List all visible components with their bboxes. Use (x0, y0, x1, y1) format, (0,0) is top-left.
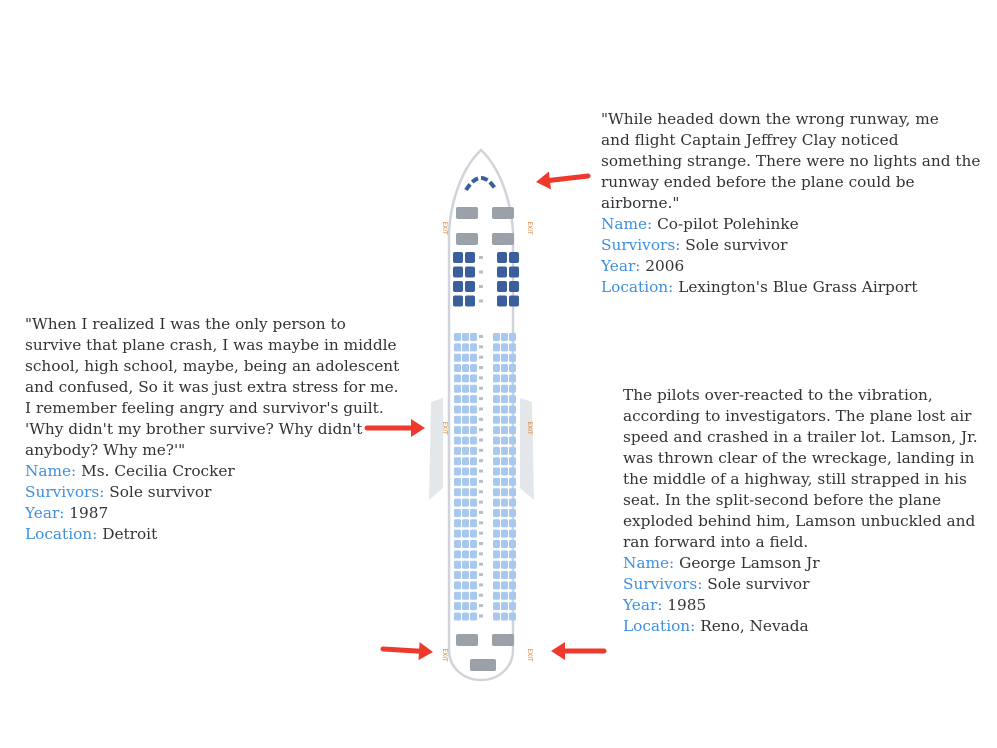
first-class-seat (453, 296, 463, 307)
year-row (623, 595, 978, 616)
economy-seat (470, 364, 477, 372)
economy-seat (462, 333, 469, 341)
economy-seat (501, 581, 508, 589)
survivors-label: Survivors: (623, 575, 703, 593)
economy-seat (462, 457, 469, 465)
year-row (25, 503, 399, 524)
economy-seat (454, 612, 461, 620)
economy-seat (493, 581, 500, 589)
economy-seat (509, 405, 516, 413)
row-number-mark (479, 335, 483, 338)
economy-seat (493, 405, 500, 413)
economy-seat (454, 395, 461, 403)
location-value: Reno, Nevada (700, 617, 809, 635)
row-number-mark (479, 285, 483, 288)
economy-seat (509, 612, 516, 620)
exit-label: EXIT (441, 221, 448, 235)
economy-seat (462, 374, 469, 382)
economy-seat (509, 468, 516, 476)
economy-seat (470, 437, 477, 445)
row-number-mark (479, 470, 483, 473)
row-number-mark (479, 376, 483, 379)
economy-seat (454, 447, 461, 455)
exit-label: EXIT (526, 648, 533, 662)
economy-seat (454, 519, 461, 527)
economy-seat (509, 437, 516, 445)
account-top-right (601, 109, 980, 298)
economy-seat (470, 374, 477, 382)
economy-seat (501, 354, 508, 362)
economy-seat (509, 509, 516, 517)
row-number-mark (479, 439, 483, 442)
row-number-mark (479, 387, 483, 390)
galley-block (492, 207, 514, 219)
survivors-value: Sole survivor (707, 575, 810, 593)
economy-seat (493, 550, 500, 558)
economy-seat (462, 447, 469, 455)
economy-seat (470, 343, 477, 351)
economy-seat (493, 499, 500, 507)
economy-seat (493, 374, 500, 382)
economy-seat (462, 385, 469, 393)
economy-seat (470, 447, 477, 455)
economy-seat (470, 540, 477, 548)
economy-seat (462, 478, 469, 486)
row-number-mark (479, 428, 483, 431)
first-class-seat (453, 267, 463, 278)
economy-seat (493, 333, 500, 341)
economy-seat (509, 550, 516, 558)
economy-seat (509, 602, 516, 610)
economy-seat (501, 571, 508, 579)
economy-seat (493, 354, 500, 362)
year-label: Year: (601, 257, 641, 275)
economy-seat (454, 571, 461, 579)
economy-seat (462, 550, 469, 558)
fuselage-outline (449, 150, 513, 680)
economy-seat (501, 519, 508, 527)
economy-seat (501, 540, 508, 548)
economy-seat (454, 437, 461, 445)
economy-seat (509, 364, 516, 372)
economy-seat (454, 354, 461, 362)
economy-seat (462, 488, 469, 496)
name-label: Name: (601, 215, 653, 233)
economy-seat (454, 374, 461, 382)
first-class-seat (453, 252, 463, 263)
economy-seat (493, 385, 500, 393)
galley-block (470, 659, 496, 671)
first-class-seat (509, 252, 519, 263)
economy-seat (493, 364, 500, 372)
economy-seat (462, 602, 469, 610)
row-number-mark (479, 614, 483, 617)
name-row (601, 214, 980, 235)
fuselage (449, 150, 513, 680)
name-value: Co-pilot Polehinke (657, 215, 799, 233)
economy-seat (493, 592, 500, 600)
economy-seat (501, 530, 508, 538)
economy-seat (454, 602, 461, 610)
row-number-mark (479, 459, 483, 462)
row-number-mark (479, 604, 483, 607)
location-value: Lexington's Blue Grass Airport (678, 278, 918, 296)
economy-seat (470, 571, 477, 579)
economy-seat (470, 426, 477, 434)
economy-seat (501, 612, 508, 620)
economy-seat (493, 612, 500, 620)
economy-seat (454, 457, 461, 465)
economy-seat (509, 354, 516, 362)
economy-seat (454, 385, 461, 393)
location-row (623, 616, 978, 637)
economy-seat (454, 592, 461, 600)
economy-seat (509, 488, 516, 496)
first-class-seat (497, 252, 507, 263)
economy-seat (454, 561, 461, 569)
first-class-seat (497, 267, 507, 278)
row-number-mark (479, 490, 483, 493)
row-number-mark (479, 418, 483, 421)
economy-seat (493, 488, 500, 496)
economy-seat (509, 457, 516, 465)
economy-seat (470, 602, 477, 610)
arrow-shaft (383, 649, 419, 651)
economy-seat (501, 333, 508, 341)
economy-seat (493, 478, 500, 486)
galley-block (456, 634, 478, 646)
economy-seat (501, 426, 508, 434)
economy-seat (462, 364, 469, 372)
economy-seat (493, 395, 500, 403)
row-number-mark (479, 552, 483, 555)
economy-seat (470, 581, 477, 589)
economy-seat (509, 426, 516, 434)
economy-seat (470, 354, 477, 362)
exit-label: EXIT (441, 648, 448, 662)
row-number-mark (479, 397, 483, 400)
account-left (25, 314, 399, 545)
economy-seat (454, 499, 461, 507)
first-class-seat (509, 296, 519, 307)
economy-seat (462, 343, 469, 351)
economy-seat (493, 457, 500, 465)
account-quote: The pilots over-reacted to the vibration, according to investigators. The plane lost air speed and crashed in a trailer lot. Lamson, Jr. was thrown clear of the wreckage, landing in the middle of a highway, still strapped in his seat. In the split-second before the plane exploded behind him, Lamson unbuckled and ran forward into a field. (623, 386, 978, 551)
account-bottom-right (623, 385, 978, 637)
economy-seat (493, 571, 500, 579)
economy-seat (509, 333, 516, 341)
survivors-label: Survivors: (25, 483, 105, 501)
economy-seat (462, 571, 469, 579)
economy-seat (470, 499, 477, 507)
row-number-mark (479, 542, 483, 545)
arrow-head (411, 419, 425, 437)
row-number-mark (479, 366, 483, 369)
economy-seat (454, 509, 461, 517)
economy-seat (501, 405, 508, 413)
economy-seat (470, 416, 477, 424)
row-number-mark (479, 345, 483, 348)
survivors-value: Sole survivor (685, 236, 788, 254)
economy-seat (493, 519, 500, 527)
economy-seat (501, 364, 508, 372)
year-value: 1987 (69, 504, 109, 522)
economy-seat (493, 540, 500, 548)
galley-block (492, 634, 514, 646)
economy-seat (493, 530, 500, 538)
account-quote: "While headed down the wrong runway, me and flight Captain Jeffrey Clay noticed something strange. There were no lights and the runway ended before the plane could be airborne." (601, 110, 981, 212)
row-number-mark (479, 480, 483, 483)
exit-label: EXIT (526, 421, 533, 435)
location-label: Location: (25, 525, 98, 543)
first-class-seat (465, 281, 475, 292)
arrow-head (418, 642, 433, 660)
economy-seat (509, 571, 516, 579)
galley-block (456, 233, 478, 245)
first-class-seat (465, 296, 475, 307)
economy-seat (462, 581, 469, 589)
left-wing (429, 398, 443, 500)
row-number-mark (479, 300, 483, 303)
economy-seat (501, 395, 508, 403)
galley-block (456, 207, 478, 219)
arrow-shaft (550, 176, 588, 180)
first-class-seat (465, 252, 475, 263)
economy-seat (501, 447, 508, 455)
row-number-mark (479, 256, 483, 259)
row-number-mark (479, 356, 483, 359)
account-quote: "When I realized I was the only person to survive that plane crash, I was maybe in middle school, high school, maybe, being an adolescent and confused, So it was just extra stress for me. I remember feeling angry and survivor's guilt. 'Why didn't my brother survive? Why didn't anybody? Why me?'" (25, 315, 400, 459)
year-label: Year: (25, 504, 65, 522)
economy-seat (462, 354, 469, 362)
economy-seat (509, 581, 516, 589)
first-class-seat (497, 281, 507, 292)
economy-seat (470, 550, 477, 558)
row-number-mark (479, 573, 483, 576)
economy-seat (493, 437, 500, 445)
economy-seat (470, 385, 477, 393)
survivors-value: Sole survivor (109, 483, 212, 501)
economy-seat (462, 592, 469, 600)
economy-seat (470, 519, 477, 527)
name-label: Name: (25, 462, 77, 480)
economy-seat (454, 550, 461, 558)
location-value: Detroit (102, 525, 158, 543)
economy-seat (501, 437, 508, 445)
economy-seat (454, 364, 461, 372)
economy-seat (509, 478, 516, 486)
row-number-mark (479, 271, 483, 274)
economy-seat (501, 592, 508, 600)
survivors-row (623, 574, 978, 595)
year-value: 1985 (667, 596, 707, 614)
economy-seat (509, 374, 516, 382)
name-value: George Lamson Jr (679, 554, 820, 572)
survivors-row (25, 482, 399, 503)
year-row (601, 256, 980, 277)
first-class-seat (453, 281, 463, 292)
economy-seat (454, 488, 461, 496)
economy-seat (509, 385, 516, 393)
economy-seat (509, 499, 516, 507)
economy-seat (501, 561, 508, 569)
economy-seat (462, 468, 469, 476)
economy-seat (462, 426, 469, 434)
economy-seat (493, 416, 500, 424)
economy-seat (509, 540, 516, 548)
economy-seat (454, 581, 461, 589)
economy-seat (470, 478, 477, 486)
economy-seat (462, 530, 469, 538)
economy-seat (509, 530, 516, 538)
name-label: Name: (623, 554, 675, 572)
name-value: Ms. Cecilia Crocker (81, 462, 235, 480)
name-row (25, 461, 399, 482)
economy-seat (501, 457, 508, 465)
first-class-seat (465, 267, 475, 278)
economy-seat (501, 374, 508, 382)
economy-seat (470, 612, 477, 620)
economy-seat (501, 468, 508, 476)
economy-seat (454, 405, 461, 413)
location-row (25, 524, 399, 545)
row-number-mark (479, 407, 483, 410)
economy-seat (509, 447, 516, 455)
year-value: 2006 (645, 257, 685, 275)
economy-seat (470, 333, 477, 341)
row-number-mark (479, 563, 483, 566)
economy-seat (454, 468, 461, 476)
economy-seat (470, 468, 477, 476)
location-row (601, 277, 980, 298)
economy-seat (462, 405, 469, 413)
row-number-mark (479, 501, 483, 504)
location-label: Location: (623, 617, 696, 635)
economy-seat (501, 488, 508, 496)
economy-seat (493, 426, 500, 434)
economy-seat (454, 540, 461, 548)
economy-seat (509, 343, 516, 351)
economy-seat (501, 478, 508, 486)
economy-seat (462, 540, 469, 548)
economy-seat (470, 561, 477, 569)
survivors-row (601, 235, 980, 256)
economy-seat (462, 612, 469, 620)
economy-seat (501, 499, 508, 507)
row-number-mark (479, 449, 483, 452)
row-number-mark (479, 532, 483, 535)
exit-label: EXIT (441, 421, 448, 435)
economy-seat (470, 405, 477, 413)
economy-seat (470, 395, 477, 403)
arrow-head (536, 171, 551, 189)
galley-block (492, 233, 514, 245)
economy-seat (470, 509, 477, 517)
economy-seat (454, 333, 461, 341)
economy-seat (454, 478, 461, 486)
economy-seat (462, 437, 469, 445)
economy-seat (462, 499, 469, 507)
survivors-label: Survivors: (601, 236, 681, 254)
year-label: Year: (623, 596, 663, 614)
economy-seat (493, 343, 500, 351)
economy-seat (470, 592, 477, 600)
economy-seat (509, 519, 516, 527)
economy-seat (501, 343, 508, 351)
row-number-mark (479, 583, 483, 586)
economy-seat (501, 509, 508, 517)
economy-seat (462, 519, 469, 527)
row-number-mark (479, 511, 483, 514)
economy-seat (501, 550, 508, 558)
row-number-mark (479, 521, 483, 524)
economy-seat (509, 416, 516, 424)
economy-seat (470, 457, 477, 465)
economy-seat (454, 426, 461, 434)
economy-seat (509, 592, 516, 600)
economy-seat (501, 385, 508, 393)
first-class-seat (509, 281, 519, 292)
location-label: Location: (601, 278, 674, 296)
economy-seat (462, 416, 469, 424)
economy-seat (462, 509, 469, 517)
first-class-seat (497, 296, 507, 307)
economy-seat (470, 530, 477, 538)
name-row (623, 553, 978, 574)
economy-seat (509, 561, 516, 569)
economy-seat (501, 602, 508, 610)
economy-seat (493, 509, 500, 517)
economy-seat (493, 447, 500, 455)
economy-seat (454, 530, 461, 538)
economy-seat (454, 343, 461, 351)
economy-seat (454, 416, 461, 424)
right-wing (520, 398, 534, 500)
first-class-seat (509, 267, 519, 278)
economy-seat (462, 561, 469, 569)
economy-seat (493, 468, 500, 476)
economy-seat (509, 395, 516, 403)
economy-seat (493, 602, 500, 610)
arrow-head (551, 642, 565, 660)
row-number-mark (479, 594, 483, 597)
economy-seat (501, 416, 508, 424)
economy-seat (470, 488, 477, 496)
economy-seat (493, 561, 500, 569)
exit-label: EXIT (526, 221, 533, 235)
economy-seat (462, 395, 469, 403)
